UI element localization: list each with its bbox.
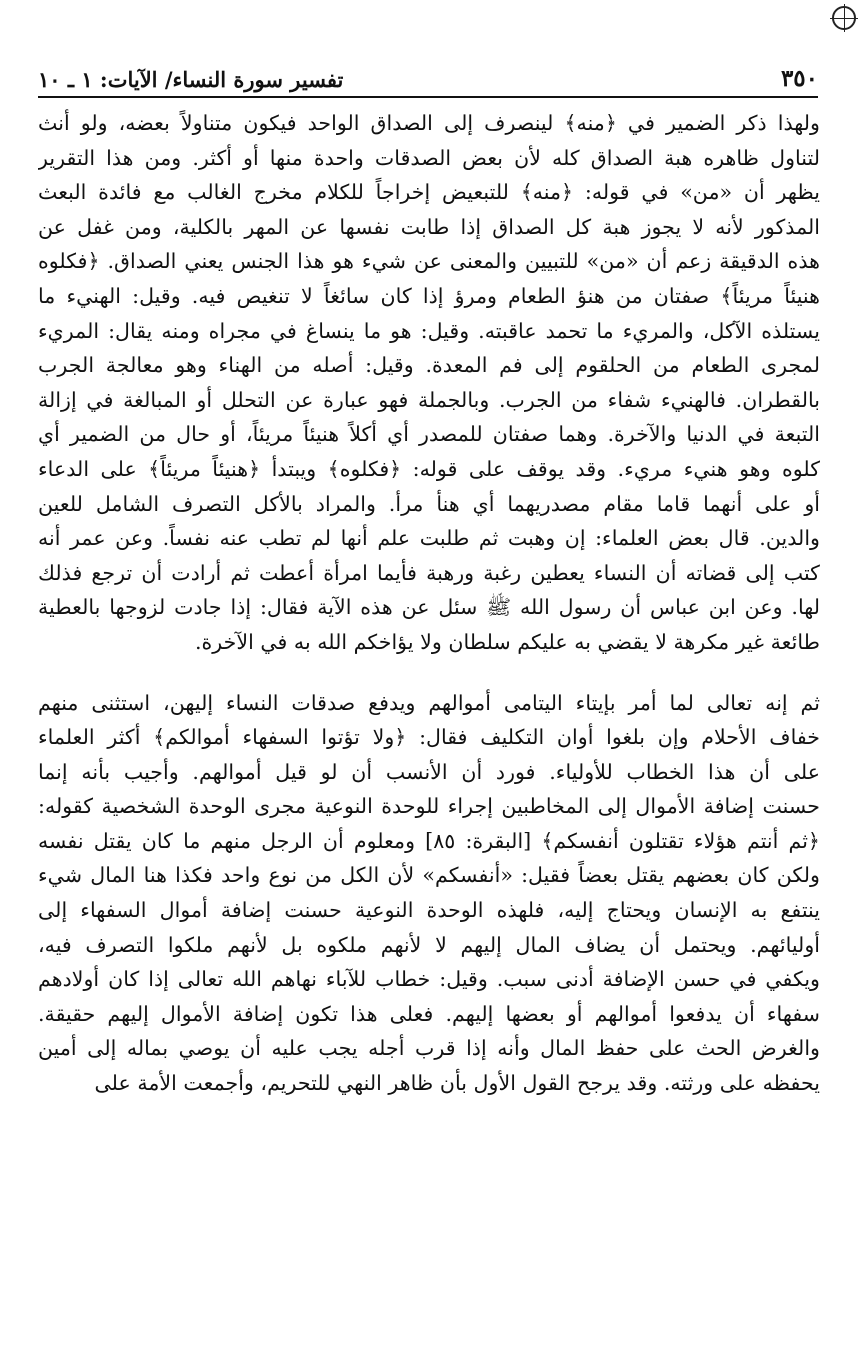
text-line: المذكور لأنه لا يجوز هبة كل الصداق إذا طابت نفسها عن المهر بالكلية، ومن غفل عن <box>38 214 820 239</box>
text-line: كتب إلى قضاته أن النساء يعطين رغبة ورهبة فأيما امرأة أعطت ثم أرادت أن ترجع فذلك <box>38 560 820 585</box>
text-line: حسنت إضافة الأموال إلى المخاطبين إجراء للوحدة النوعية مجرى الوحدة الشخصية كقوله: <box>38 794 820 819</box>
paragraph <box>38 686 820 1101</box>
text-line: ويكفي في حسن الإضافة أدنى سبب. وقيل: خطاب للآباء نهاهم الله تعالى إذا كان أولادهم <box>38 967 820 992</box>
text-line: أوليائهم. ويحتمل أن يضاف المال إليهم لا لأنهم ملكوه بل لأنهم ملكوا التصرف فيه، <box>38 932 820 957</box>
text-line: يستلذه الآكل، والمريء ما تحمد عاقبته. وقيل: هو ما ينساغ في مجراه ومنه يقال: المريء <box>38 318 820 343</box>
text-line: أو على أنهما قاما مقام مصدريهما أي هنأ مرأ. والمراد بالأكل التصرف الشامل للعين <box>38 491 820 516</box>
text-line: والغرض الحث على حفظ المال وأنه إذا قرب أجله يجب عليه أن يوصي بماله إلى أمين <box>38 1036 820 1061</box>
text-line: يظهر أن «من» في قوله: ﴿منه﴾ للتبعيض إخراجاً للكلام مخرج الغالب مع فائدة البعث <box>38 180 820 205</box>
paragraph <box>38 106 820 660</box>
text-line: ينتفع به الإنسان ويحتاج إليه، فلهذه الوحدة النوعية حسنت إضافة أموال السفهاء إلى <box>38 898 820 923</box>
text-line: ولهذا ذكر الضمير في ﴿منه﴾ لينصرف إلى الصداق الواحد فيكون متناولاً بعضه، ولو أنث <box>38 111 820 135</box>
text-line: على أن هذا الخطاب للأولياء. فورد أن الأنسب أن لو قيل أموالهم. وأجيب بأنه إنما <box>38 759 820 784</box>
text-line: لتناول ظاهره هبة الصداق كله لأن بعض الصدقات واحدة منها أو أكثر. ومن هذا التقرير <box>38 145 820 170</box>
text-line: لمجرى الطعام من الحلقوم إلى فم المعدة. وقيل: أصله من الهناء وهو معالجة الجرب <box>38 353 820 378</box>
text-line: بالقطران. فالهنيء شفاء من الجرب. وبالجملة فهو عبارة عن التحلل أو المبالغة في إزالة <box>38 387 820 412</box>
text-line: يحفظه على ورثته. وقد يرجح القول الأول بأن ظاهر النهي للتحريم، وأجمعت الأمة على <box>94 1071 820 1096</box>
text-line: ﴿ثم أنتم هؤلاء تقتلون أنفسكم﴾ [البقرة: ٨٥] ومعلوم أن الرجل منهم ما كان يقتل نفسه <box>38 828 820 853</box>
page-header <box>38 58 818 98</box>
text-line: كلوه وهو هنيء مريء. وقد يوقف على قوله: ﴿فكلوه﴾ ويبتدأ ﴿هنيئاً مريئاً﴾ على الدعاء <box>38 456 820 481</box>
text-line: والدين. قال بعض العلماء: إن وهبت ثم طلبت علم أنها لم تطب عنه نفساً. وعن عمر أنه <box>38 526 820 551</box>
text-line: هذه الدقيقة زعم أن «من» للتبيين والمعنى عن شيء هو هذا الجنس يعني الصداق. ﴿فكلوه <box>38 249 820 274</box>
text-line: ثم إنه تعالى لما أمر بإيتاء اليتامى أموالهم ويدفع صدقات النساء إليهن، استثنى منهم <box>38 690 820 715</box>
page-number: ٣٥٠ <box>780 65 818 92</box>
text-line: لها. وعن ابن عباس أن رسول الله ﷺ سئل عن هذه الآية فقال: إذا جادت لزوجها بالعطية <box>38 595 820 620</box>
text-line: طائعة غير مكرهة لا يقضي به عليكم سلطان ولا يؤاخكم الله به في الآخرة. <box>194 629 820 654</box>
text-line: خفاف الأحلام وإن بلغوا أوان التكليف فقال: ﴿ولا تؤتوا السفهاء أموالكم﴾ أكثر العلماء <box>38 725 820 750</box>
text-line: ولكن كان بعضهم يقتل بعضاً فقيل: «أنفسكم» لأن الكل من نوع واحد فكذا هنا المال شيء <box>38 863 820 888</box>
paragraph-gap <box>38 660 820 686</box>
body-text <box>38 106 820 1101</box>
registration-mark-icon <box>832 6 856 30</box>
text-line: سفهاء أن يدفعوا أموالهم أو بعضها إليهم. فعلى هذا تكون إضافة الأموال إليهم حقيقة. <box>38 1001 820 1026</box>
running-title: تفسير سورة النساء/ الآيات: ١ ـ ١٠ <box>38 67 344 92</box>
text-line: هنيئاً مريئاً﴾ صفتان من هنؤ الطعام ومرؤ إذا كان سائغاً لا تنغيص فيه. وقيل: الهنيء ما <box>38 283 820 308</box>
text-line: التبعة في الدنيا والآخرة. وهما صفتان للمصدر أي أكلاً هنيئاً مريئاً، أو حال من الضمير أي <box>38 422 820 447</box>
